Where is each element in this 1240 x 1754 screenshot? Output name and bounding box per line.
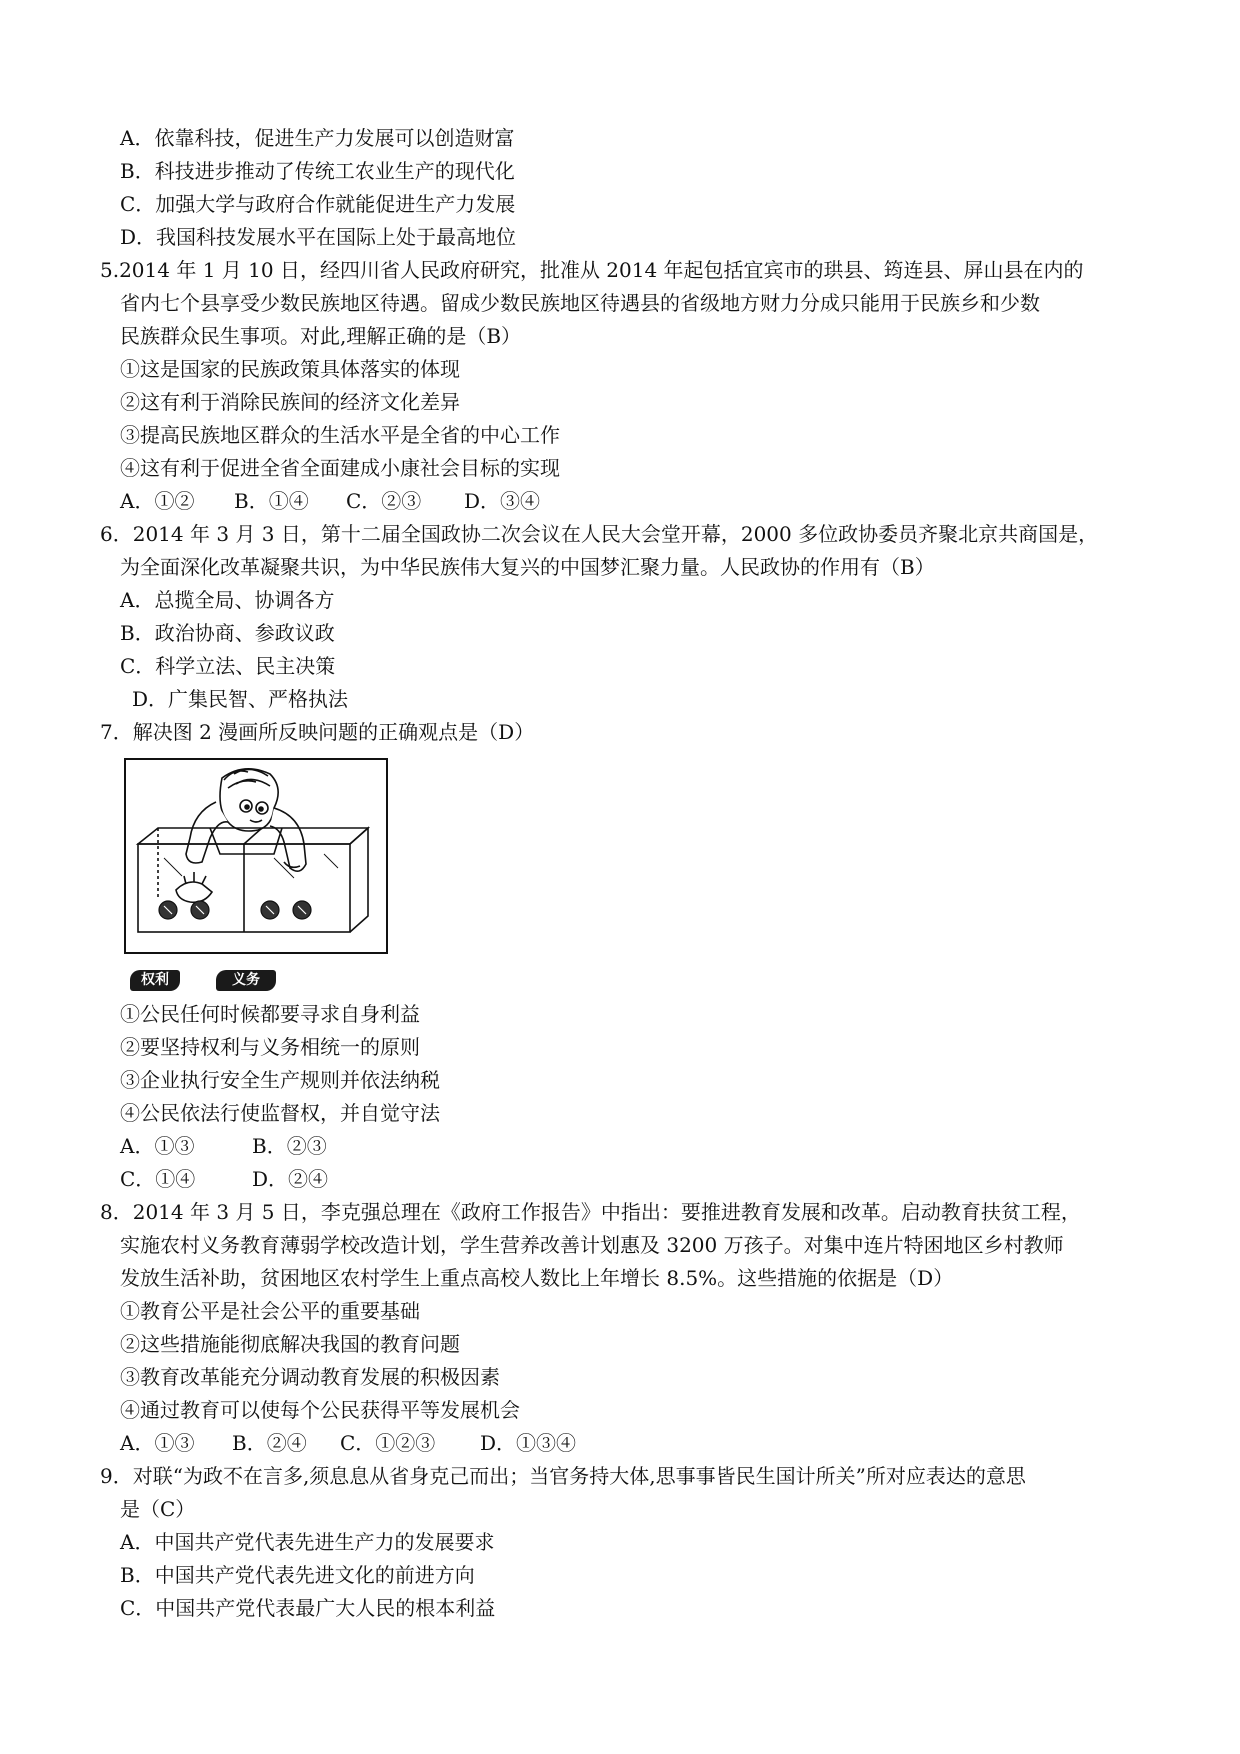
q5-choice-d: D．③④: [464, 489, 541, 513]
q5-item-3: ③提高民族地区群众的生活水平是全省的中心工作: [120, 423, 560, 447]
q5-choice-b: B．①④: [234, 489, 309, 513]
q8-item-4: ④通过教育可以使每个公民获得平等发展机会: [120, 1398, 520, 1422]
q7-item-2: ②要坚持权利与义务相统一的原则: [120, 1035, 420, 1059]
q8-choice-b: B．②④: [232, 1431, 307, 1455]
label-obligations: 义务: [216, 970, 276, 991]
q8-choice-a: A．①③: [120, 1431, 195, 1455]
q7-choices-row-2: [120, 1163, 328, 1195]
q6-option-b: B．政治协商、参政议政: [120, 621, 335, 645]
q4-option-d: D．我国科技发展水平在国际上处于最高地位: [120, 225, 517, 249]
q9-stem-line-2: 是（C）: [120, 1497, 196, 1521]
q5-item-4: ④这有利于促进全省全面建成小康社会目标的实现: [120, 456, 560, 480]
q8-item-1: ①教育公平是社会公平的重要基础: [120, 1299, 420, 1323]
q5-choices: [120, 485, 540, 517]
q7-choice-c: C．①④: [120, 1167, 196, 1191]
q5-item-2: ②这有利于消除民族间的经济文化差异: [120, 390, 460, 414]
q7-choice-d: D．②④: [252, 1167, 329, 1191]
q8-choices: [120, 1427, 576, 1459]
q6-option-c: C．科学立法、民主决策: [120, 654, 336, 678]
q7-item-4: ④公民依法行使监督权，并自觉守法: [120, 1101, 440, 1125]
q6-option-d: D．广集民智、严格执法: [132, 687, 349, 711]
q6-stem-line-2: 为全面深化改革凝聚共识，为中华民族伟大复兴的中国梦汇聚力量。人民政协的作用有（B）: [120, 555, 935, 579]
q7-choices-row-1: [120, 1130, 327, 1162]
q9-option-a: A．中国共产党代表先进生产力的发展要求: [120, 1530, 495, 1554]
q8-choice-c: C．①②③: [340, 1431, 436, 1455]
q9-stem-line-1: 9．对联“为政不在言多,须息息从省身克己而出；当官务持大体,思事事皆民生国计所关”所对应表达的意思: [100, 1464, 1026, 1488]
q7-item-1: ①公民任何时候都要寻求自身利益: [120, 1002, 420, 1026]
q8-item-3: ③教育改革能充分调动教育发展的积极因素: [120, 1365, 500, 1389]
q7-choice-b: B．②③: [252, 1134, 327, 1158]
q7-item-3: ③企业执行安全生产规则并依法纳税: [120, 1068, 440, 1092]
q4-option-c: C．加强大学与政府合作就能促进生产力发展: [120, 192, 516, 216]
label-rights: 权利: [130, 970, 180, 991]
q7-choice-a: A．①③: [120, 1134, 195, 1158]
q8-stem-line-1: 8．2014 年 3 月 5 日，李克强总理在《政府工作报告》中指出：要推进教育发展和改革。启动教育扶贫工程，: [100, 1200, 1081, 1224]
q8-choice-d: D．①③④: [480, 1431, 577, 1455]
q4-option-b: B．科技进步推动了传统工农业生产的现代化: [120, 159, 515, 183]
q9-option-c: C．中国共产党代表最广大人民的根本利益: [120, 1596, 496, 1620]
q4-option-a: A．依靠科技，促进生产力发展可以创造财富: [120, 126, 515, 150]
q5-stem-line-2: 省内七个县享受少数民族地区待遇。留成少数民族地区待遇县的省级地方财力分成只能用于民族乡和少数: [120, 291, 1040, 315]
q8-stem-line-2: 实施农村义务教育薄弱学校改造计划，学生营养改善计划惠及 3200 万孩子。对集中连片特困地区乡村教师: [120, 1233, 1064, 1257]
q9-option-b: B．中国共产党代表先进文化的前进方向: [120, 1563, 475, 1587]
q6-option-a: A．总揽全局、协调各方: [120, 588, 335, 612]
q6-stem-line-1: 6．2014 年 3 月 3 日，第十二届全国政协二次会议在人民大会堂开幕，2000 多位政协委员齐聚北京共商国是，: [100, 522, 1099, 546]
q5-item-1: ①这是国家的民族政策具体落实的体现: [120, 357, 460, 381]
q7-stem: 7．解决图 2 漫画所反映问题的正确观点是（D）: [100, 720, 535, 744]
cartoon-figure: [124, 758, 388, 954]
q5-choice-c: C．②③: [346, 489, 422, 513]
q8-item-2: ②这些措施能彻底解决我国的教育问题: [120, 1332, 460, 1356]
q8-stem-line-3: 发放生活补助，贫困地区农村学生上重点高校人数比上年增长 8.5%。这些措施的依据是（D）: [120, 1266, 954, 1290]
q5-stem-line-1: 5.2014 年 1 月 10 日，经四川省人民政府研究，批准从 2014 年起包括宜宾市的珙县、筠连县、屏山县在内的: [100, 258, 1084, 282]
q5-choice-a: A．①②: [120, 489, 195, 513]
q5-stem-line-3: 民族群众民生事项。对此,理解正确的是（B）: [120, 324, 522, 348]
